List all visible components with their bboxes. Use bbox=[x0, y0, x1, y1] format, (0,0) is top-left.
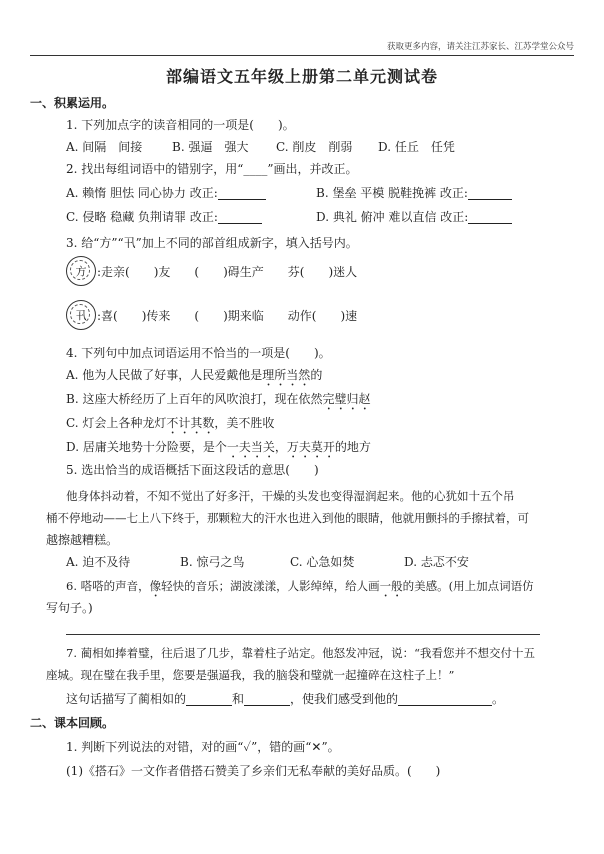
q7-text-d: 。 bbox=[492, 692, 505, 706]
q5-stem: 5. 选出恰当的成语概括下面这段话的意思( ) bbox=[66, 463, 319, 477]
s2-q1-item-1: (1)《搭石》一文作者借搭石赞美了乡亲们无私奉献的美好品质。( ) bbox=[66, 764, 441, 778]
q3-row-2: :喜( )传来 ( )期来临 动作( )速 bbox=[97, 309, 358, 323]
q1-option-d: D. 任丘 任凭 bbox=[378, 140, 455, 154]
q2-option-d bbox=[316, 210, 512, 224]
q2-option-c-text: C. 侵略 稳藏 负荆请罪 改正: bbox=[66, 210, 218, 224]
section-2-heading: 二、课本回顾。 bbox=[30, 716, 115, 730]
q4-b-text: B. 这座大桥经历了上百年的风吹浪打，现在依然 bbox=[66, 392, 323, 406]
q2-option-d-text: D. 典礼 俯冲 难以直信 改正: bbox=[316, 210, 469, 224]
section-1-heading: 一、积累运用。 bbox=[30, 96, 115, 110]
q2-option-a bbox=[66, 186, 266, 200]
q1-option-b: B. 强逼 强大 bbox=[172, 140, 249, 154]
q3-row-1: :走亲( )友 ( )碍生产 芬( )迷人 bbox=[97, 265, 358, 279]
q4-c-text: C. 灯会上各种龙灯 bbox=[66, 416, 167, 430]
q4-option-c bbox=[66, 416, 274, 437]
radical-badge-fang bbox=[66, 256, 96, 286]
q7-line-3 bbox=[66, 692, 504, 706]
q4-d-tail: 的地方 bbox=[334, 440, 371, 454]
q2-option-a-text: A. 赖惰 胆怯 同心协力 改正: bbox=[66, 186, 218, 200]
q4-d-text: D. 居庸关地势十分险要，是个 bbox=[66, 440, 227, 454]
q4-b-dotted-phrase: 完璧归赵 bbox=[322, 392, 371, 406]
badge-xun-char: 卂 bbox=[75, 309, 87, 322]
q4-c-dotted-phrase: 不计其数 bbox=[166, 416, 215, 430]
q7-text-b: 和 bbox=[232, 692, 245, 706]
q3-stem: 3. 给“方”“卂”加上不同的部首组成新字，填入括号内。 bbox=[66, 236, 358, 250]
q4-a-tail: 的 bbox=[310, 368, 323, 382]
q6-dotted-word-1: 像 bbox=[149, 579, 162, 593]
q5-passage-line-2: 桶不停地动——七上八下终于，那颗粒大的汗水也进入到他的眼睛，他就用颤抖的手擦拭着，可 bbox=[46, 511, 529, 525]
q4-stem: 4. 下列句中加点词语运用不恰当的一项是( )。 bbox=[66, 346, 331, 360]
q1-option-c: C. 削皮 削弱 bbox=[276, 140, 353, 154]
q4-option-a bbox=[66, 368, 322, 389]
q6-text-a: 6. 嗒嗒的声音， bbox=[66, 579, 150, 593]
q7-blank-3[interactable] bbox=[398, 693, 492, 706]
radical-badge-xun bbox=[66, 300, 96, 330]
q2-answer-blank-d[interactable] bbox=[468, 211, 512, 224]
q1-stem: 1. 下列加点字的读音相同的一项是( )。 bbox=[66, 118, 295, 132]
q1-option-a: A. 间隔 间接 bbox=[66, 140, 143, 154]
q6-answer-line[interactable] bbox=[66, 634, 540, 635]
page-title: 部编语文五年级上册第二单元测试卷 bbox=[165, 67, 438, 86]
q6-text-c: 的美感。(用上加点词语仿 bbox=[402, 579, 534, 593]
q2-answer-blank-b[interactable] bbox=[468, 187, 512, 200]
q7-text-a: 这句话描写了蔺相如的 bbox=[66, 692, 187, 706]
header-note: 获取更多内容，请关注江苏家长、江苏学堂公众号 bbox=[386, 42, 574, 52]
q5-option-d: D. 忐忑不安 bbox=[404, 555, 469, 569]
q7-line-1: 7. 蔺相如捧着璧，往后退了几步，靠着柱子站定。他怒发冲冠，说：“我看您并不想交付十五 bbox=[66, 646, 536, 660]
q2-option-b bbox=[316, 186, 512, 200]
q4-a-dotted-phrase: 理所当然 bbox=[262, 368, 311, 382]
q4-d-dotted-phrase: 一夫当关，万夫莫开 bbox=[226, 440, 335, 454]
q6-text-b: 轻快的音乐；湖波漾漾，人影绰绰，给人画 bbox=[161, 579, 380, 593]
q2-stem: 2. 找出每组词语中的错别字，用“____”画出，并改正。 bbox=[66, 162, 358, 176]
q6-line-2: 写句子。) bbox=[46, 601, 93, 615]
q7-blank-2[interactable] bbox=[244, 693, 290, 706]
q6-dotted-word-2: 一般 bbox=[379, 579, 403, 593]
q4-option-b bbox=[66, 392, 370, 413]
badge-fang-char: 方 bbox=[75, 265, 87, 278]
q2-answer-blank-a[interactable] bbox=[218, 187, 266, 200]
q4-c-tail: ，美不胜收 bbox=[214, 416, 275, 430]
q5-passage-line-1: 他身体抖动着，不知不觉出了好多汗，干燥的头发也变得湿润起来。他的心犹如十五个吊 bbox=[66, 489, 515, 503]
s2-q1-stem: 1. 判断下列说法的对错，对的画“✓”，错的画“✕”。 bbox=[66, 740, 340, 754]
q5-passage-line-3: 越擦越糟糕。 bbox=[46, 533, 119, 547]
header-rule bbox=[30, 55, 574, 56]
q2-option-b-text: B. 堡垒 平模 脱鞋挽裤 改正: bbox=[316, 186, 468, 200]
q4-a-text: A. 他为人民做了好事，人民爱戴他是 bbox=[66, 368, 263, 382]
q7-text-c: ，使我们感受到他的 bbox=[290, 692, 399, 706]
q2-answer-blank-c[interactable] bbox=[218, 211, 262, 224]
q7-line-2: 座城。现在璧在我手里，您要是强逼我，我的脑袋和璧就一起撞碎在这柱子上！” bbox=[46, 668, 455, 682]
q6-line-1 bbox=[66, 579, 534, 600]
q2-option-c bbox=[66, 210, 262, 224]
q5-option-a: A. 迫不及待 bbox=[66, 555, 131, 569]
q5-option-b: B. 惊弓之鸟 bbox=[180, 555, 245, 569]
q5-option-c: C. 心急如焚 bbox=[290, 555, 355, 569]
q4-option-d bbox=[66, 440, 371, 461]
q7-blank-1[interactable] bbox=[186, 693, 232, 706]
